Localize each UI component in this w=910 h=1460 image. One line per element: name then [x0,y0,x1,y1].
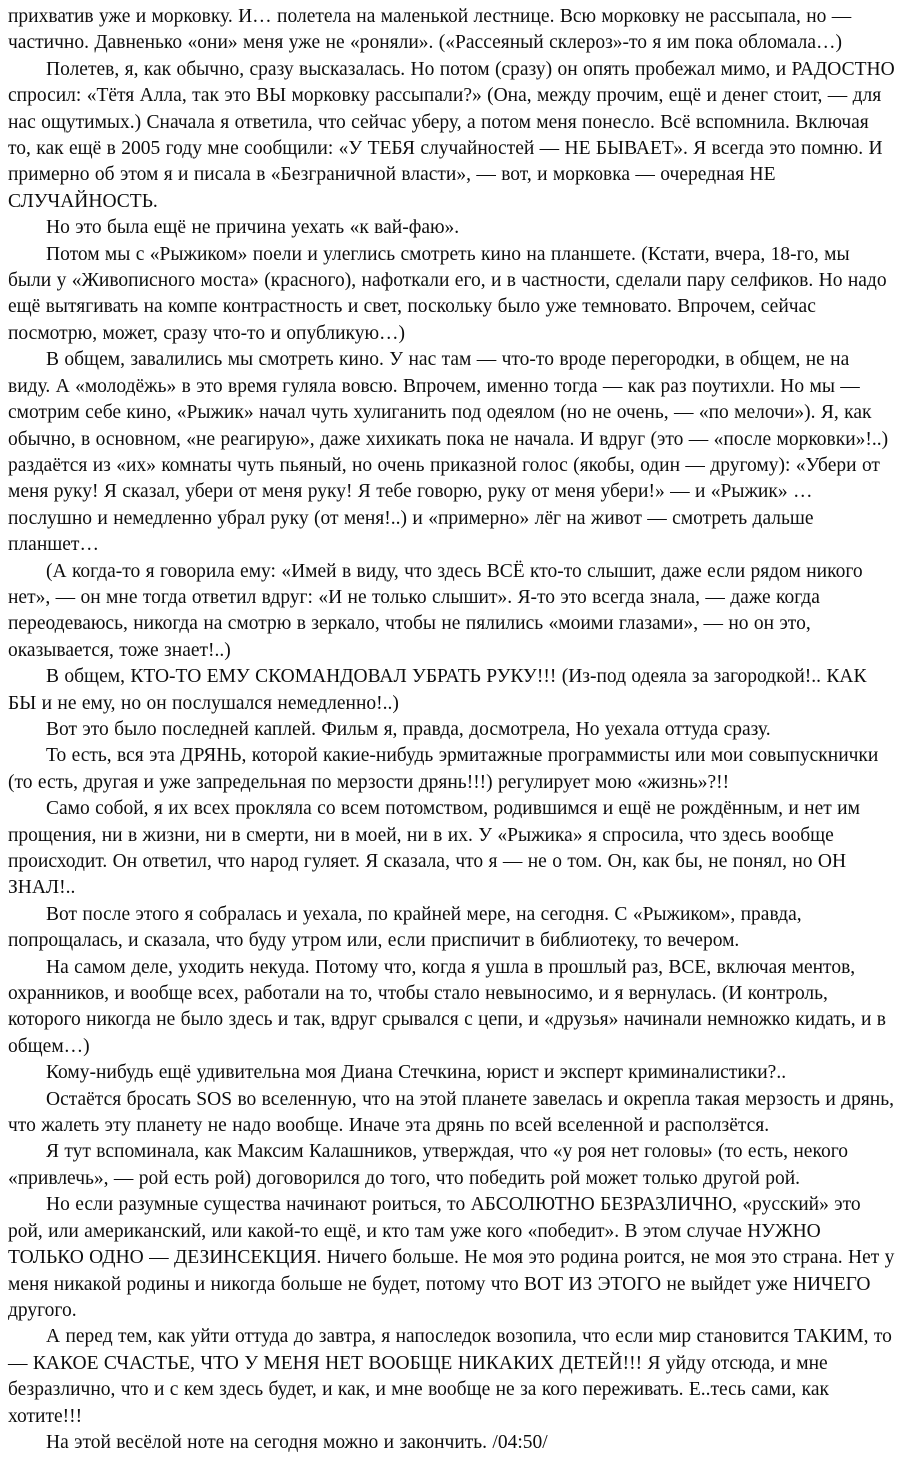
paragraph: Кому-нибудь ещё удивительна моя Диана Стечкина, юрист и эксперт криминалистики?.. [46,1062,787,1084]
paragraph: Полетев, я, как обычно, сразу высказалась. Но потом (сразу) он опять пробежал мимо, и РАДОСТНО спросил: «Тётя Алла, так это ВЫ морковку рассыпали?» (Она, между прочим, ещё и денег стоит, — для нас ощутимых.) Сначала я ответила, что сейчас уберу, а потом меня понесло. Всё вспомнила. Включая то, как ещё в 2005 году мне сообщили: «У ТЕБЯ случайностей — НЕ БЫВАЕТ». Я всегда это помню. И примерно об этом я и писала в «Безграничной власти», — вот, и морковка — очередная НЕ СЛУЧАЙНОСТЬ. [8,58,895,212]
paragraph: Само собой, я их всех прокляла со всем потомством, родившимся и ещё не рождённым, и нет им прощения, ни в жизни, ни в смерти, ни в моей, ни в их. У «Рыжика» я спросила, что здесь вообще происходит. Он ответил, что народ гуляет. Я сказала, что я — не о том. Он, как бы, не понял, но ОН ЗНАЛ!.. [8,798,860,899]
paragraph: Но это была ещё не причина уехать «к вай-фаю». [46,217,460,239]
paragraph: прихватив уже и морковку. И… полетела на маленькой лестнице. Всю морковку не рассыпала, но — частично. Давненько «они» меня уже не «роняли». («Рассеяный склероз»-то я им пока обломала…) [8,6,852,54]
paragraph: В общем, завалились мы смотреть кино. У нас там — что-то вроде перегородки, в общем, не на виду. А «молодёжь» в это время гуляла вовсю. Впрочем, именно тогда — как раз поутихли. Но мы — смотрим себе кино, «Рыжик» начал чуть хулиганить под одеялом (но не очень, — «по мелочи»). Я, как обычно, в основном, «не реагирую», даже хихикать пока не начала. И вдруг (это — «после морковки»!..) раздаётся из «их» комнаты чуть пьяный, но очень приказной голос (якобы, один — другому): «Убери от меня руку! Я сказал, убери от меня руку! Я тебе говорю, руку от меня убери!» — и «Рыжик» … послушно и немедленно убрал руку (от меня!..) и «примерно» лёг на живот — смотреть дальше планшет… [8,349,889,556]
paragraph: То есть, вся эта ДРЯНЬ, которой какие-нибудь эрмитажные программисты или мои совыпускнички (то есть, другая и уже запредельная по мерзости дрянь!!!) регулирует мою «жизнь»?!! [8,745,879,793]
paragraph: В общем, КТО-ТО ЕМУ СКОМАНДОВАЛ УБРАТЬ РУКУ!!! (Из-под одеяла за загородкой!.. КАК БЫ и не ему, но он послушался немедленно!..) [8,666,867,714]
paragraph: Вот это было последней каплей. Фильм я, правда, досмотрела, Но уехала оттуда сразу. [46,718,771,740]
paragraph: А перед тем, как уйти оттуда до завтра, я напоследок возопила, что если мир становится ТАКИМ, то — КАКОЕ СЧАСТЬЕ, ЧТО У МЕНЯ НЕТ ВООБЩЕ НИКАКИХ ДЕТЕЙ!!! Я уйду отсюда, и мне безразлично, что и с кем здесь будет, и как, и мне вообще не за кого переживать. Е..тесь сами, как хотите!!! [8,1326,892,1427]
paragraph-closing: На этой весёлой ноте на сегодня можно и закончить. /04:50/ [46,1431,548,1453]
paragraph: На самом деле, уходить некуда. Потому что, когда я ушла в прошлый раз, ВСЕ, включая ментов, охранников, и вообще всех, работали на то, чтобы стало невыносимо, и я вернулась. (И контроль, которого никогда не было здесь и так, вдруг срывался с цепи, и «друзья» начинали немножко кидать, и в общем…) [8,956,887,1057]
paragraph: Остаётся бросать SOS во вселенную, что на этой планете завелась и окрепла такая мерзость и дрянь, что жалеть эту планету не надо вообще. Иначе эта дрянь по всей вселенной и расползётся. [8,1088,894,1137]
paragraph: Но если разумные существа начинают роиться, то АБСОЛЮТНО БЕЗРАЗЛИЧНО, «русский» это рой, или американский, или какой-то ещё, и кто там уже кого «победит». В этом случае НУЖНО ТОЛЬКО ОДНО — ДЕЗИНСЕКЦИЯ. Ничего больше. Не моя это родина роится, не моя это страна. Нет у меня никакой родины и никогда больше не будет, потому что ВОТ ИЗ ЭТОГО не выйдет уже НИЧЕГО другого. [8,1194,895,1321]
paragraph: Вот после этого я собралась и уехала, по крайней мере, на сегодня. С «Рыжиком», правда, попрощалась, и сказала, что буду утром или, если приспичит в библиотеку, то вечером. [8,903,802,952]
paragraph: Потом мы с «Рыжиком» поели и улеглись смотреть кино на планшете. (Кстати, вчера, 18-го, мы были у «Живописного моста» (красного), нафоткали его, и в частности, сделали пару селфиков. Но надо ещё вытягивать на компе контрастность и свет, поскольку было уже темновато. Впрочем, сейчас посмотрю, может, сразу что-то и опубликую…) [8,243,887,344]
paragraph: (А когда-то я говорила ему: «Имей в виду, что здесь ВСЁ кто-то слышит, даже если рядом никого нет», — он мне тогда ответил вдруг: «И не только слышит». Я-то это всегда знала, — даже когда переодеваюсь, никогда на смотрю в зеркало, чтобы не пялились «моими глазами», — но он это, оказывается, тоже знает!..) [8,560,863,661]
paragraph: Я тут вспоминала, как Максим Калашников, утверждая, что «у роя нет головы» (то есть, некого «привлечь», — рой есть рой) договорился до того, что победить рой может только другой рой. [8,1141,848,1189]
